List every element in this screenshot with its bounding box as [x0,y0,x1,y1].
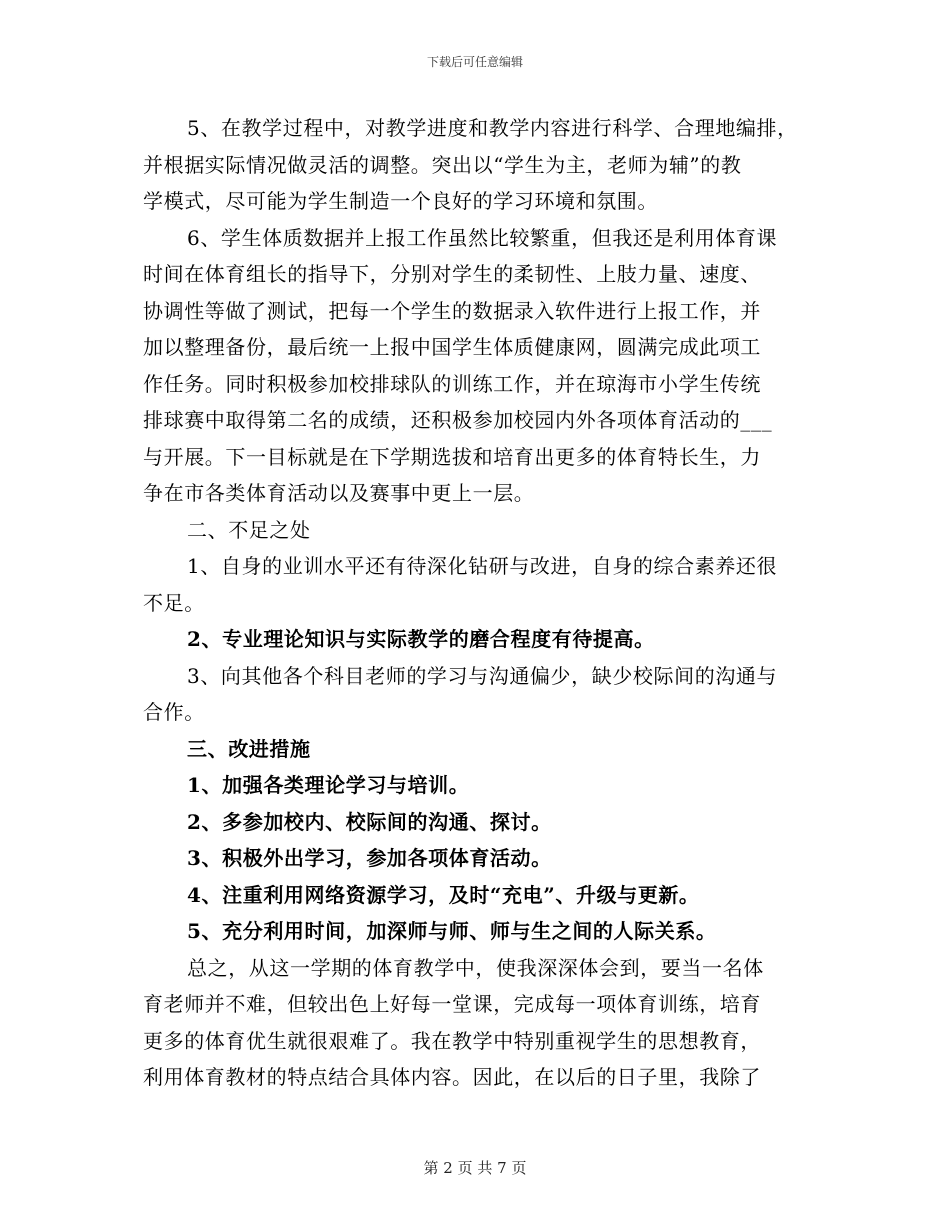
paragraph-line: 排球赛中取得第二名的成绩，还积极参加校园内外各项体育活动的___ [143,408,773,432]
document-body [143,110,808,1096]
paragraph-line: 总之，从这一学期的体育教学中，使我深深体会到，要当一名体 [187,955,764,980]
page-number: 第 2 页 共 7 页 [423,1159,527,1177]
section-heading: 二、不足之处 [187,517,311,542]
paragraph-line: 利用体育教材的特点结合具体内容。因此，在以后的日子里，我除了 [143,1065,761,1089]
bold-item: 4、注重利用网络资源学习，及时“充电”、升级与更新。 [187,882,700,907]
paragraph-line: 6、学生体质数据并上报工作虽然比较繁重，但我还是利用体育课 [187,225,778,250]
paragraph-line: 协调性等做了测试，把每一个学生的数据录入软件进行上报工作，并 [143,298,761,323]
section-heading: 三、改进措施 [187,736,311,761]
bold-item: 5、充分利用时间，加深师与师、师与生之间的人际关系。 [187,919,717,943]
paragraph-line: 时间在体育组长的指导下，分别对学生的柔韧性、上肢力量、速度、 [143,262,761,286]
paragraph-line: 育老师并不难，但较出色上好每一堂课，完成每一项体育训练，培育 [143,992,761,1016]
paragraph-line: 加以整理备份，最后统一上报中国学生体质健康网，圆满完成此项工 [143,335,761,359]
paragraph-line: 作任务。同时积极参加校排球队的训练工作，并在琼海市小学生传统 [143,371,761,396]
paragraph-line: 1、自身的业训水平还有待深化钻研与改进，自身的综合素养还很 [187,554,778,578]
bold-item: 1、加强各类理论学习与培训。 [187,773,470,797]
bold-item: 2、专业理论知识与实际教学的磨合程度有待提高。 [187,627,655,651]
paragraph-line: 合作。 [143,700,205,724]
bold-item: 2、多参加校内、校际间的沟通、探讨。 [187,809,552,834]
paragraph-line: 3、向其他各个科目老师的学习与沟通偏少，缺少校际间的沟通与 [187,663,778,688]
paragraph-line: 并根据实际情况做灵活的调整。突出以“学生为主，老师为辅”的教 [143,152,742,177]
paragraph-line: 5、在教学过程中，对教学进度和教学内容进行科学、合理地编排， [187,116,798,140]
page-header: 下载后可任意编辑 [426,55,523,69]
paragraph-line: 学模式，尽可能为学生制造一个良好的学习环境和氛围。 [143,189,658,213]
paragraph-line: 不足。 [143,590,205,615]
paragraph-line: 更多的体育优生就很艰难了。我在教学中特别重视学生的思想教育， [143,1028,761,1053]
paragraph-line: 争在市各类体育活动以及赛事中更上一层。 [143,481,535,505]
bold-item: 3、积极外出学习，参加各项体育活动。 [187,846,552,870]
paragraph-line: 与开展。下一目标就是在下学期选拔和培育出更多的体育特长生，力 [143,444,761,469]
